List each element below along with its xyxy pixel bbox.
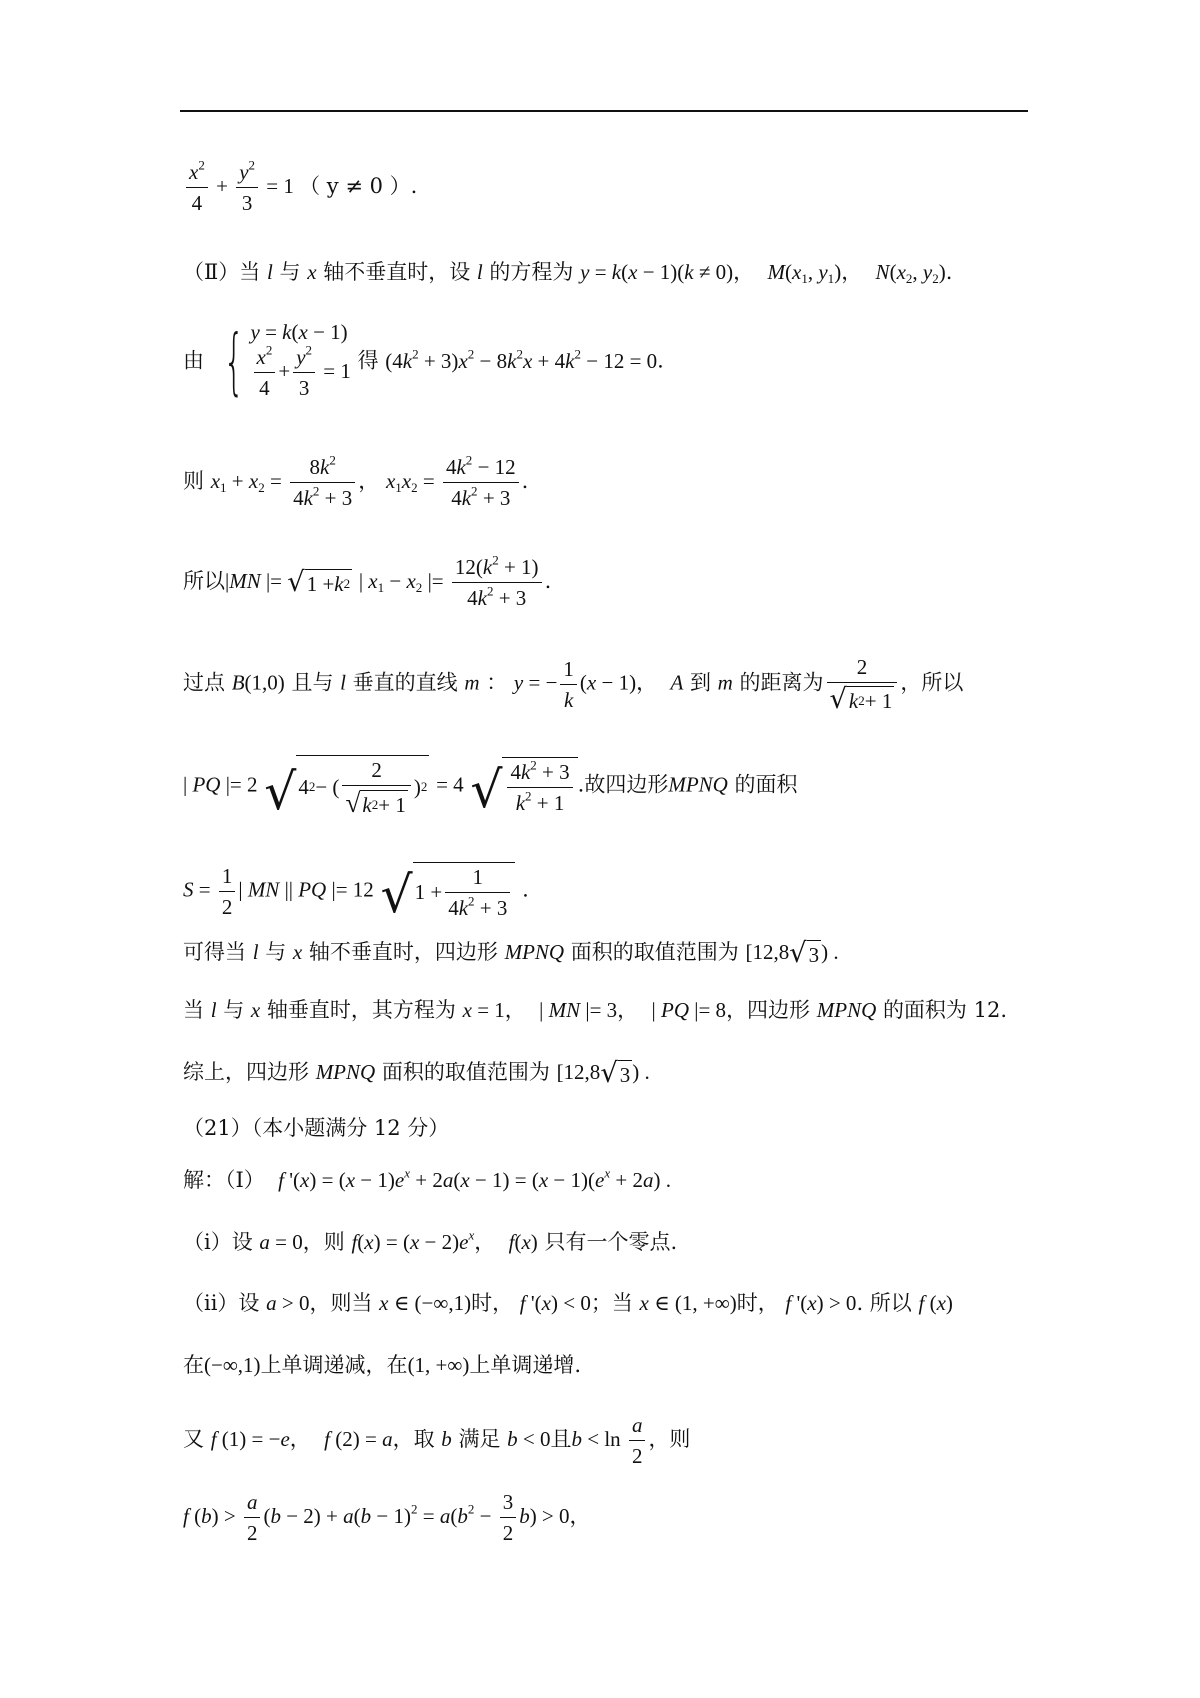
- system-line: 由 { y = k(x − 1) $\frac{x^2}{4}$ + $\frac{y^2}{3}$ = 1 得 $(4k^2 + 3)x^2 - 8k^2x + 4k^2 - 12 = 0$.: [183, 319, 664, 404]
- ellipse-equation-line: $\frac{x^2}{4}$ + $\frac{y^2}{3}$ = 1 （ y ≠ 0 ）.: [183, 160, 417, 215]
- header-rule: [180, 110, 1028, 112]
- vertical-case: 当 l 与 x 轴垂直时，其方程为 x = 1， | MN |= 3， | PQ |= 8，四边形 MPNQ 的面积为 12.: [183, 998, 1008, 1022]
- case-i: （i）设 a = 0，则 $f(x) = (x - 2)e^x$， f(x) 只有一个零点.: [183, 1227, 678, 1254]
- vieta-line: 则 $x_1 + x_2$ = $\frac{8k^2}{4k^2 + 3}$ ， $x_1x_2$ = $\frac{4k^2 - 12}{4k^2 + 3}$ .: [183, 452, 529, 511]
- inequality-line: f (b) > $\frac{a}{2}$ $(b - 2) + a(b - 1)^2 = a(b^2$ − $\frac{3}{2}$ b) > 0，: [183, 1490, 591, 1546]
- problem-21-heading: （21）（本小题满分 12 分）: [183, 1116, 450, 1140]
- choose-b-line: 又 f (1) = −e， f (2) = a，取 b 满足 b < 0且b < ln $\frac{a}{2}$ ，则: [183, 1413, 691, 1469]
- part-two-setup: （Ⅱ）当 l 与 x 轴不垂直时，设 l 的方程为 y = k(x − 1)(k ≠ 0)， $M(x_1$, $y_1$)， $N(x_2$, $y_2$).: [183, 260, 953, 286]
- conclusion-range: 综上，四边形 MPNQ 面积的取值范围为 [12,8 √ 3 ) .: [183, 1058, 650, 1089]
- case-ii: （ii）设 a > 0，则当 x ∈ (−∞,1)时， f '(x) < 0；当 x ∈ (1, +∞)时， f '(x) > 0. 所以 f (x): [183, 1291, 953, 1315]
- condition: （ y ≠ 0 ）.: [299, 174, 418, 199]
- monotonicity-line: 在(−∞,1)上单调递减，在(1, +∞)上单调递增.: [183, 1353, 582, 1377]
- range-not-vertical: 可得当 l 与 x 轴不垂直时，四边形 MPNQ 面积的取值范围为 [12,8 √ 3 ) .: [183, 938, 839, 969]
- mn-length-line: 所以|MN |= √ 1 + k 2 | $x_1 - x_2$ |= $\frac{12(k^2 + 1)}{4k^2 + 3}$ .: [183, 552, 552, 611]
- area-formula-line: S = $\frac{1}{2}$ | MN || PQ |= 12 √ 1 + $\frac{1}{4k^2 + 3}$ .: [183, 863, 529, 924]
- derivative-line: 解：（Ⅰ） f '$(x) = (x - 1)e^x + 2a(x - 1) = (x - 1)(e^x + 2a)$ .: [183, 1165, 671, 1192]
- perpendicular-line: 过点 B(1,0) 且与 l 垂直的直线 m ： y = − $\frac{1}{k}$ (x − 1)， A 到 m 的距离为 2 √ k 2 + 1 ，所以: [183, 655, 964, 716]
- pq-length-line: | PQ |= 2 √ 4 2 − ( 2 √ k 2 + 1 ) 2 = 4 √ $\frac{4k^2 + 3}{k^2 + 1}$ .故四边形MPNQ 的面积: [183, 755, 798, 817]
